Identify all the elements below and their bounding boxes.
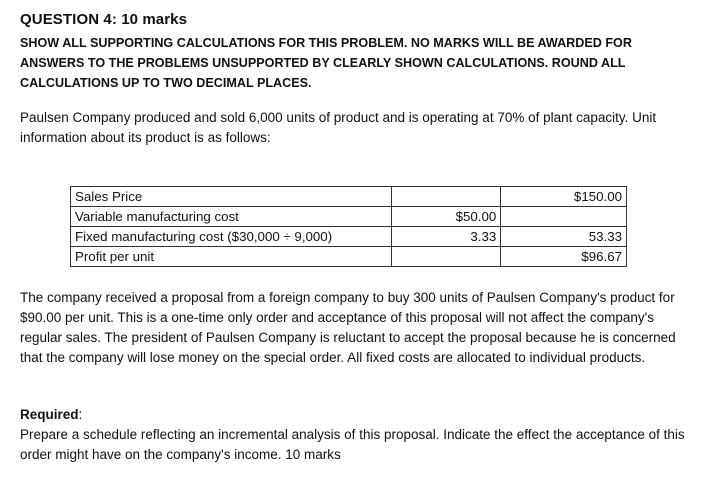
- required-label: Required: [20, 407, 79, 422]
- table-row: [71, 247, 627, 267]
- required-text: Prepare a schedule reflecting an incremental analysis of this proposal. Indicate the effect the acceptance of this order might have on the company's income. 10 marks: [20, 427, 685, 462]
- row-total-cell: [501, 207, 627, 227]
- row-cost-cell: 3.33: [391, 227, 501, 247]
- row-cost-cell: [391, 247, 501, 267]
- row-label: Profit per unit: [71, 247, 392, 267]
- row-total-cell: $96.67: [501, 247, 627, 267]
- row-cost-cell: [391, 187, 501, 207]
- row-cost-cell: $50.00: [391, 207, 501, 227]
- row-label: Sales Price: [71, 187, 392, 207]
- table-row: [71, 227, 627, 247]
- unit-information-table: [70, 186, 627, 267]
- table-row: [71, 207, 627, 227]
- required-colon: :: [78, 407, 83, 422]
- row-label: Variable manufacturing cost: [71, 207, 392, 227]
- row-total-cell: $150.00: [501, 187, 627, 207]
- question-title: QUESTION 4: 10 marks: [20, 11, 188, 28]
- proposal-paragraph: The company received a proposal from a foreign company to buy 300 units of Paulsen Company's product for $90.00 per unit. This is a one-time only order and acceptance of this proposal will not affect the company's regular sales. The president of Paulsen Company is reluctant to accept the proposal because he is concerned that the company will lose money on the special order. All fixed costs are allocated to individual products.: [20, 290, 676, 365]
- row-label: Fixed manufacturing cost ($30,000 ÷ 9,000): [71, 227, 392, 247]
- required-heading: [20, 405, 82, 425]
- question-instructions: SHOW ALL SUPPORTING CALCULATIONS FOR THIS PROBLEM. NO MARKS WILL BE AWARDED FOR ANSWERS TO THE PROBLEMS UNSUPPORTED BY CLEARLY SHOWN CALCULATIONS. ROUND ALL CALCULATIONS UP TO TWO DECIMAL PLACES.: [20, 36, 632, 90]
- intro-paragraph: Paulsen Company produced and sold 6,000 units of product and is operating at 70% of plant capacity. Unit information about its product is as follows:: [20, 110, 657, 145]
- row-total-cell: 53.33: [501, 227, 627, 247]
- table-row: [71, 187, 627, 207]
